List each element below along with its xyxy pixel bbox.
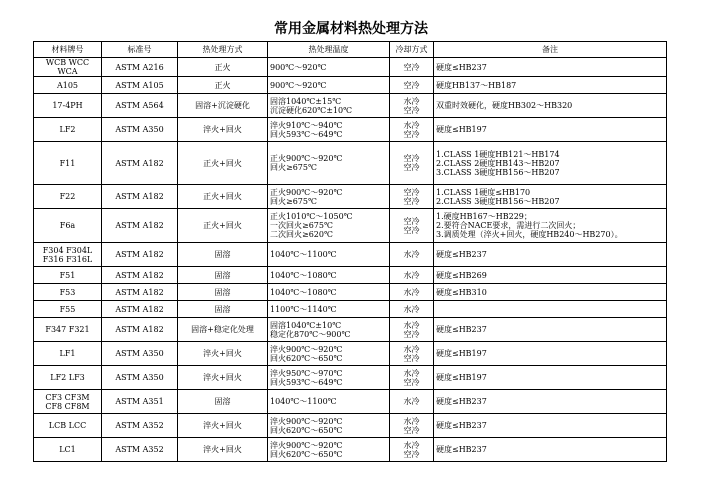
cell-remarks	[434, 58, 667, 77]
cell-remarks-line: 硬度≤HB310	[436, 287, 487, 297]
cell-cooling	[390, 414, 434, 438]
cell-standard: ASTM A182	[102, 318, 178, 342]
cell-standard: ASTM A182	[102, 301, 178, 318]
cell-grade	[34, 318, 102, 342]
cell-remarks	[434, 414, 667, 438]
table-row	[34, 438, 667, 462]
cell-cooling-line: 水冷	[403, 440, 420, 450]
cell-grade	[34, 284, 102, 301]
cell-standard: ASTM A350	[102, 342, 178, 366]
cell-cooling-line: 空冷	[403, 425, 420, 435]
cell-cooling-line: 水冷	[403, 304, 420, 314]
cell-cooling	[390, 342, 434, 366]
cell-method: 固溶+沉淀硬化	[178, 94, 268, 118]
cell-remarks	[434, 284, 667, 301]
cell-temperature	[268, 301, 390, 318]
cell-remarks-line: 硬度≤HB237	[436, 397, 487, 407]
table-row	[34, 142, 667, 185]
cell-method: 固溶+稳定化处理	[178, 318, 268, 342]
cell-remarks-line: 硬度≤HB269	[436, 270, 487, 280]
cell-temperature-line: 1040℃～1100℃	[270, 397, 337, 407]
table-row	[34, 318, 667, 342]
cell-temperature	[268, 267, 390, 284]
cell-grade	[34, 301, 102, 318]
table-body	[34, 58, 667, 462]
cell-cooling-line: 水冷	[403, 368, 420, 378]
cell-grade	[34, 209, 102, 243]
table-row	[34, 366, 667, 390]
table-row	[34, 301, 667, 318]
cell-cooling-line: 水冷	[403, 270, 420, 280]
cell-cooling-line: 水冷	[403, 120, 420, 130]
cell-grade	[34, 94, 102, 118]
cell-remarks-line: 硬度≤HB197	[436, 373, 487, 383]
cell-temperature-line: 回火620℃～650℃	[270, 425, 343, 435]
cell-method: 淬火+回火	[178, 342, 268, 366]
cell-temperature-line: 淬火900℃～920℃	[270, 416, 343, 426]
cell-temperature-line: 900℃～920℃	[270, 80, 327, 90]
cell-cooling	[390, 58, 434, 77]
cell-remarks-line: 2.CLASS 3硬度HB156～HB207	[436, 196, 560, 206]
cell-cooling	[390, 77, 434, 94]
table-row	[34, 267, 667, 284]
table-row	[34, 58, 667, 77]
cell-cooling-line: 空冷	[403, 216, 420, 226]
cell-temperature	[268, 77, 390, 94]
cell-grade-line: 17-4PH	[52, 101, 83, 111]
cell-temperature-line: 回火620℃～650℃	[270, 449, 343, 459]
cell-temperature-line: 回火593℃～649℃	[270, 129, 343, 139]
cell-grade	[34, 366, 102, 390]
cell-method: 正火+回火	[178, 185, 268, 209]
table-row	[34, 118, 667, 142]
cell-standard: ASTM A350	[102, 366, 178, 390]
table-row	[34, 77, 667, 94]
cell-grade	[34, 438, 102, 462]
header-row	[34, 42, 667, 58]
cell-remarks-line: 2.CLASS 2硬度HB143～HB207	[436, 158, 560, 168]
cell-grade-line: LCB LCC	[48, 421, 87, 431]
cell-cooling	[390, 142, 434, 185]
cell-temperature-line: 900℃～920℃	[270, 62, 327, 72]
cell-cooling-line: 水冷	[403, 416, 420, 426]
cell-remarks	[434, 342, 667, 366]
cell-grade-line: WCB WCC WCA	[45, 58, 90, 77]
table-row	[34, 94, 667, 118]
cell-cooling-line: 空冷	[403, 105, 420, 115]
table-row	[34, 209, 667, 243]
cell-remarks-line: 硬度≤HB237	[436, 421, 487, 431]
header-grade: 材料牌号	[34, 42, 102, 58]
cell-standard: ASTM A351	[102, 390, 178, 414]
table-row	[34, 185, 667, 209]
cell-cooling-line: 空冷	[403, 62, 420, 72]
cell-grade-line: F22	[59, 192, 76, 202]
header-method: 热处理方式	[178, 42, 268, 58]
cell-temperature-line: 淬火900℃～920℃	[270, 344, 343, 354]
cell-grade	[34, 58, 102, 77]
cell-remarks	[434, 438, 667, 462]
cell-grade-line: F53	[59, 287, 76, 297]
cell-method: 淬火+回火	[178, 414, 268, 438]
table-row	[34, 414, 667, 438]
cell-remarks	[434, 209, 667, 243]
heat-treatment-table	[33, 41, 667, 462]
cell-grade-line: F11	[59, 158, 76, 168]
cell-grade	[34, 414, 102, 438]
cell-temperature	[268, 366, 390, 390]
cell-grade-line: F55	[59, 304, 76, 314]
cell-remarks-line: 硬度≤HB237	[436, 325, 487, 335]
cell-remarks	[434, 77, 667, 94]
cell-temperature-line: 二次回火≥620℃	[270, 230, 333, 240]
cell-remarks-line: 1.CLASS 1硬度HB121～HB174	[436, 149, 560, 159]
cell-remarks-line: 硬度≤HB237	[436, 62, 487, 72]
cell-method: 固溶	[178, 267, 268, 284]
cell-grade	[34, 243, 102, 267]
header-temperature: 热处理温度	[268, 42, 390, 58]
table-row	[34, 342, 667, 366]
cell-grade	[34, 142, 102, 185]
cell-method: 淬火+回火	[178, 438, 268, 462]
cell-temperature	[268, 243, 390, 267]
cell-temperature-line: 沉淀硬化620℃±10℃	[270, 105, 353, 115]
cell-standard: ASTM A182	[102, 209, 178, 243]
cell-remarks	[434, 318, 667, 342]
cell-remarks-line: 双重时效硬化，硬度HB302～HB320	[436, 101, 573, 111]
cell-temperature-line: 正火900℃～920℃	[270, 154, 343, 164]
cell-standard: ASTM A182	[102, 284, 178, 301]
cell-temperature-line: 淬火950℃～970℃	[270, 368, 343, 378]
header-cooling: 冷却方式	[390, 42, 434, 58]
cell-grade-line: F6a	[59, 221, 76, 231]
cell-cooling	[390, 390, 434, 414]
table-row	[34, 284, 667, 301]
cell-grade-line: A105	[56, 80, 79, 90]
cell-temperature-line: 稳定化870℃～900℃	[270, 329, 351, 339]
header-standard: 标准号	[102, 42, 178, 58]
cell-remarks-line: 硬度HB137～HB187	[436, 80, 517, 90]
cell-temperature	[268, 58, 390, 77]
cell-temperature-line: 正火900℃～920℃	[270, 187, 343, 197]
cell-temperature	[268, 142, 390, 185]
cell-remarks	[434, 185, 667, 209]
table-row	[34, 243, 667, 267]
cell-cooling	[390, 185, 434, 209]
cell-remarks	[434, 267, 667, 284]
cell-temperature	[268, 390, 390, 414]
cell-temperature	[268, 185, 390, 209]
cell-remarks-line: 硬度≤HB197	[436, 125, 487, 135]
cell-cooling-line: 空冷	[403, 196, 420, 206]
cell-temperature	[268, 438, 390, 462]
cell-temperature-line: 1040℃～1100℃	[270, 250, 337, 260]
cell-standard: ASTM A564	[102, 94, 178, 118]
cell-grade	[34, 77, 102, 94]
cell-temperature-line: 1100℃～1140℃	[270, 304, 337, 314]
table-row	[34, 390, 667, 414]
cell-temperature	[268, 342, 390, 366]
cell-standard: ASTM A182	[102, 142, 178, 185]
header-remarks: 备注	[434, 42, 667, 58]
cell-temperature-line: 回火620℃～650℃	[270, 353, 343, 363]
cell-temperature	[268, 284, 390, 301]
cell-method: 淬火+回火	[178, 366, 268, 390]
cell-temperature-line: 1040℃～1080℃	[270, 270, 337, 280]
cell-method: 固溶	[178, 243, 268, 267]
cell-remarks	[434, 301, 667, 318]
cell-remarks-line: 硬度≤HB237	[436, 445, 487, 455]
cell-temperature-line: 正火1010℃～1050℃	[270, 212, 353, 222]
cell-cooling-line: 空冷	[403, 163, 420, 173]
cell-temperature-line: 回火593℃～649℃	[270, 377, 343, 387]
cell-temperature-line: 回火≥675℃	[270, 196, 317, 206]
cell-method: 正火+回火	[178, 142, 268, 185]
cell-temperature	[268, 94, 390, 118]
cell-standard: ASTM A105	[102, 77, 178, 94]
cell-grade-line: CF8 CF8M	[45, 401, 90, 411]
cell-method: 正火	[178, 77, 268, 94]
cell-grade	[34, 390, 102, 414]
cell-remarks-line: 3.调质处理（淬火+回火，硬度HB240～HB270）。	[436, 230, 623, 240]
cell-standard: ASTM A352	[102, 438, 178, 462]
cell-remarks-line: 3.CLASS 3硬度HB156～HB207	[436, 167, 560, 177]
cell-temperature	[268, 118, 390, 142]
cell-cooling-line: 空冷	[403, 80, 420, 90]
cell-standard: ASTM A182	[102, 267, 178, 284]
cell-method: 固溶	[178, 301, 268, 318]
cell-cooling-line: 水冷	[403, 344, 420, 354]
cell-standard: ASTM A352	[102, 414, 178, 438]
cell-remarks-line: 2.要符合NACE要求，需进行二次回火；	[436, 221, 581, 231]
cell-remarks	[434, 142, 667, 185]
cell-cooling-line: 水冷	[403, 397, 420, 407]
cell-cooling-line: 水冷	[403, 96, 420, 106]
cell-cooling-line: 水冷	[403, 320, 420, 330]
cell-cooling-line: 空冷	[403, 329, 420, 339]
cell-temperature	[268, 414, 390, 438]
cell-grade	[34, 185, 102, 209]
cell-grade-line: LC1	[59, 445, 76, 455]
cell-remarks-line: 1.CLASS 1硬度≤HB170	[436, 187, 531, 197]
cell-method: 固溶	[178, 284, 268, 301]
cell-remarks	[434, 366, 667, 390]
cell-grade-line: F347 F321	[45, 325, 90, 335]
cell-cooling	[390, 284, 434, 301]
cell-temperature	[268, 209, 390, 243]
cell-cooling	[390, 94, 434, 118]
cell-method: 正火	[178, 58, 268, 77]
cell-grade-line: LF2 LF3	[50, 373, 85, 383]
cell-cooling-line: 空冷	[403, 225, 420, 235]
cell-cooling	[390, 243, 434, 267]
cell-temperature	[268, 318, 390, 342]
cell-grade-line: F304 F304L	[42, 245, 93, 255]
cell-temperature-line: 固溶1040℃±10℃	[270, 320, 342, 330]
cell-temperature-line: 回火≥675℃	[270, 163, 317, 173]
cell-cooling-line: 水冷	[403, 250, 420, 260]
cell-cooling	[390, 267, 434, 284]
page-title: 常用金属材料热处理方法	[274, 21, 428, 37]
cell-temperature-line: 一次回火≥675℃	[270, 221, 333, 231]
cell-temperature-line: 固溶1040℃±15℃	[270, 96, 342, 106]
cell-cooling-line: 空冷	[403, 129, 420, 139]
cell-method: 淬火+回火	[178, 118, 268, 142]
cell-standard: ASTM A350	[102, 118, 178, 142]
cell-cooling	[390, 366, 434, 390]
cell-remarks	[434, 390, 667, 414]
cell-cooling	[390, 209, 434, 243]
cell-remarks-line: 硬度≤HB237	[436, 250, 487, 260]
cell-standard: ASTM A182	[102, 185, 178, 209]
cell-cooling	[390, 318, 434, 342]
cell-remarks	[434, 94, 667, 118]
cell-temperature-line: 淬火910℃～940℃	[270, 120, 343, 130]
cell-method: 正火+回火	[178, 209, 268, 243]
cell-remarks-line: 1.硬度HB167～HB229；	[436, 212, 532, 222]
cell-grade-line: LF1	[59, 349, 76, 359]
cell-standard: ASTM A182	[102, 243, 178, 267]
cell-remarks	[434, 243, 667, 267]
cell-temperature-line: 1040℃～1080℃	[270, 287, 337, 297]
cell-cooling	[390, 301, 434, 318]
cell-grade-line: CF3 CF3M	[45, 392, 90, 402]
cell-remarks	[434, 118, 667, 142]
cell-cooling	[390, 118, 434, 142]
cell-cooling	[390, 438, 434, 462]
cell-temperature-line: 淬火900℃～920℃	[270, 440, 343, 450]
cell-cooling-line: 空冷	[403, 449, 420, 459]
cell-grade-line: F51	[59, 270, 76, 280]
cell-cooling-line: 水冷	[403, 287, 420, 297]
cell-grade	[34, 118, 102, 142]
cell-method: 固溶	[178, 390, 268, 414]
cell-remarks-line: 硬度≤HB197	[436, 349, 487, 359]
cell-grade-line: LF2	[59, 125, 76, 135]
cell-grade	[34, 342, 102, 366]
cell-cooling-line: 空冷	[403, 187, 420, 197]
cell-cooling-line: 空冷	[403, 154, 420, 164]
cell-grade-line: F316 F316L	[42, 254, 93, 264]
cell-standard: ASTM A216	[102, 58, 178, 77]
cell-cooling-line: 空冷	[403, 377, 420, 387]
cell-cooling-line: 空冷	[403, 353, 420, 363]
cell-grade	[34, 267, 102, 284]
